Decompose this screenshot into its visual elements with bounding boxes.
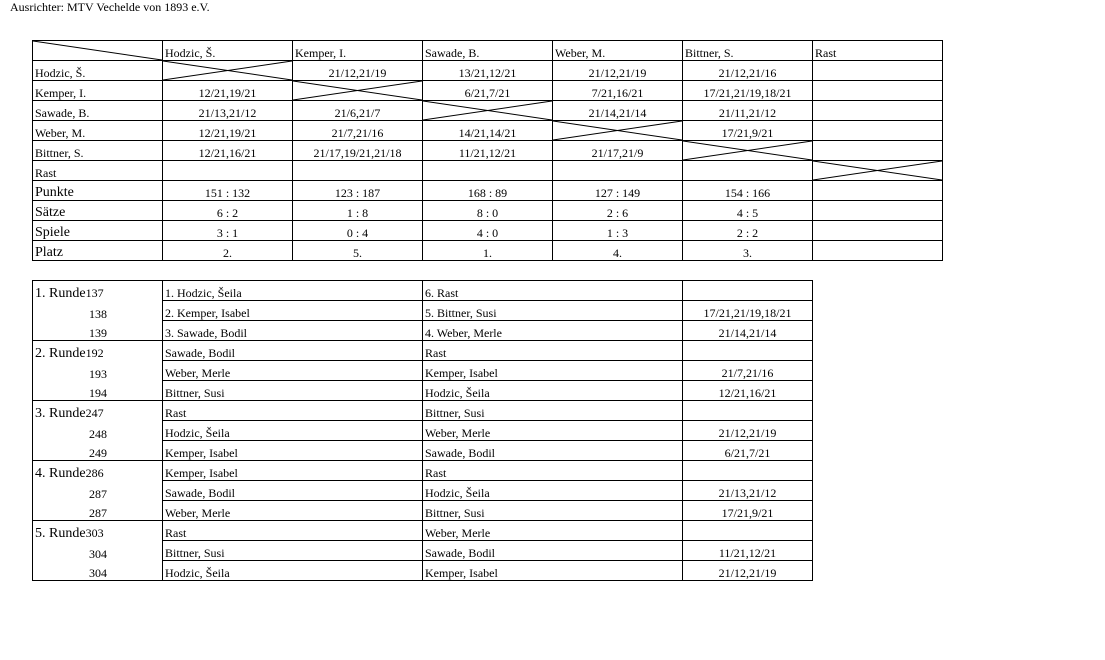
corner-diagonal <box>33 41 162 60</box>
home-player: Kemper, Isabel <box>163 441 423 461</box>
grid-result-cell: 12/21,19/21 <box>163 81 293 101</box>
round-label: 1. Runde <box>35 285 86 301</box>
home-player: Weber, Merle <box>163 501 423 521</box>
round-cell <box>33 361 163 381</box>
grid-stat-value: 0 : 4 <box>293 221 423 241</box>
match-number: 249 <box>89 446 107 460</box>
round-cell <box>33 341 163 361</box>
match-result <box>683 341 813 361</box>
grid-result-cell: 14/21,14/21 <box>423 121 553 141</box>
schedule-row <box>33 461 813 481</box>
grid-row-label: Kemper, I. <box>33 81 163 101</box>
diagonal-cross <box>683 141 812 160</box>
schedule-row <box>33 481 813 501</box>
home-player: Rast <box>163 401 423 421</box>
grid-result-cell <box>813 121 943 141</box>
grid-result-cell <box>423 161 553 181</box>
grid-stat-label: Platz <box>33 241 163 261</box>
away-player: Weber, Merle <box>423 521 683 541</box>
grid-stat-value: 8 : 0 <box>423 201 553 221</box>
away-player: Weber, Merle <box>423 421 683 441</box>
diagonal-cross <box>423 101 552 120</box>
round-cell <box>33 501 163 521</box>
away-player: Rast <box>423 341 683 361</box>
grid-self-cell <box>423 101 553 121</box>
grid-result-cell <box>813 141 943 161</box>
match-number: 304 <box>89 546 107 561</box>
match-number: 139 <box>89 326 107 340</box>
organizer-label: Ausrichter: MTV Vechelde von 1893 e.V. <box>10 0 210 14</box>
grid-stat-label: Spiele <box>33 221 163 241</box>
grid-result-cell <box>813 61 943 81</box>
grid-corner <box>33 41 163 61</box>
home-player: 3. Sawade, Bodil <box>163 321 423 341</box>
grid-self-cell <box>163 61 293 81</box>
grid-result-cell <box>813 101 943 121</box>
away-player: Sawade, Bodil <box>423 541 683 561</box>
grid-row-label: Bittner, S. <box>33 141 163 161</box>
round-label: 2. Runde <box>35 345 86 361</box>
grid-self-cell <box>293 81 423 101</box>
grid-column-header: Bittner, S. <box>683 41 813 61</box>
grid-stat-value: 6 : 2 <box>163 201 293 221</box>
match-number: 303 <box>85 525 104 540</box>
grid-stat-value: 123 : 187 <box>293 181 423 201</box>
grid-stat-value <box>813 221 943 241</box>
away-player: Hodzic, Šeila <box>423 381 683 401</box>
match-number: 193 <box>89 366 107 381</box>
schedule-row <box>33 541 813 561</box>
match-number: 304 <box>89 566 107 580</box>
away-player: Rast <box>423 461 683 481</box>
home-player: Rast <box>163 521 423 541</box>
away-player: 5. Bittner, Susi <box>423 301 683 321</box>
match-result: 21/13,21/12 <box>683 481 813 501</box>
grid-player-row <box>33 141 943 161</box>
grid-player-row <box>33 101 943 121</box>
away-player: Bittner, Susi <box>423 401 683 421</box>
grid-stat-row <box>33 201 943 221</box>
round-cell <box>33 421 163 441</box>
schedule-row <box>33 361 813 381</box>
round-label: 5. Runde <box>35 525 86 541</box>
grid-stat-value: 4 : 0 <box>423 221 553 241</box>
round-label: 4. Runde <box>35 465 86 481</box>
grid-header-row <box>33 41 943 61</box>
grid-result-cell: 13/21,12/21 <box>423 61 553 81</box>
grid-result-cell: 21/12,21/16 <box>683 61 813 81</box>
grid-result-cell: 6/21,7/21 <box>423 81 553 101</box>
home-player: 2. Kemper, Isabel <box>163 301 423 321</box>
away-player: Hodzic, Šeila <box>423 481 683 501</box>
grid-stat-value: 4 : 5 <box>683 201 813 221</box>
grid-stat-value: 127 : 149 <box>553 181 683 201</box>
grid-result-cell <box>683 161 813 181</box>
away-player: 6. Rast <box>423 281 683 301</box>
grid-result-cell: 21/12,21/19 <box>293 61 423 81</box>
grid-stat-label: Punkte <box>33 181 163 201</box>
home-player: Sawade, Bodil <box>163 481 423 501</box>
grid-stat-value <box>813 181 943 201</box>
grid-stat-value <box>813 241 943 261</box>
grid-column-header: Sawade, B. <box>423 41 553 61</box>
round-cell <box>33 461 163 481</box>
grid-row-label: Rast <box>33 161 163 181</box>
grid-stat-value: 154 : 166 <box>683 181 813 201</box>
round-cell <box>33 481 163 501</box>
home-player: Sawade, Bodil <box>163 341 423 361</box>
round-cell <box>33 401 163 421</box>
match-result: 12/21,16/21 <box>683 381 813 401</box>
match-result: 11/21,12/21 <box>683 541 813 561</box>
match-result: 17/21,21/19,18/21 <box>683 301 813 321</box>
grid-player-row <box>33 121 943 141</box>
schedule-row <box>33 341 813 361</box>
grid-player-row <box>33 61 943 81</box>
grid-self-cell <box>553 121 683 141</box>
grid-result-cell: 17/21,9/21 <box>683 121 813 141</box>
away-player: Sawade, Bodil <box>423 441 683 461</box>
results-grid <box>32 40 943 261</box>
grid-result-cell <box>553 161 683 181</box>
diagonal-cross <box>553 121 682 140</box>
match-result: 21/12,21/19 <box>683 561 813 581</box>
grid-column-header: Weber, M. <box>553 41 683 61</box>
match-result <box>683 521 813 541</box>
grid-stat-value: 2. <box>163 241 293 261</box>
away-player: Kemper, Isabel <box>423 361 683 381</box>
away-player: Kemper, Isabel <box>423 561 683 581</box>
schedule-row <box>33 401 813 421</box>
schedule-row <box>33 381 813 401</box>
home-player: Hodzic, Šeila <box>163 561 423 581</box>
grid-player-row <box>33 161 943 181</box>
home-player: 1. Hodzic, Šeila <box>163 281 423 301</box>
grid-result-cell: 21/14,21/14 <box>553 101 683 121</box>
away-player: Bittner, Susi <box>423 501 683 521</box>
grid-result-cell: 21/6,21/7 <box>293 101 423 121</box>
match-number: 194 <box>89 386 107 400</box>
grid-result-cell: 21/7,21/16 <box>293 121 423 141</box>
grid-row-label: Hodzic, Š. <box>33 61 163 81</box>
match-result: 21/7,21/16 <box>683 361 813 381</box>
match-number: 248 <box>89 426 107 441</box>
grid-stat-value: 1. <box>423 241 553 261</box>
match-result: 6/21,7/21 <box>683 441 813 461</box>
grid-result-cell: 21/13,21/12 <box>163 101 293 121</box>
grid-stat-value: 3 : 1 <box>163 221 293 241</box>
schedule-row <box>33 521 813 541</box>
schedule-row <box>33 301 813 321</box>
grid-row-label: Sawade, B. <box>33 101 163 121</box>
grid-row-label: Weber, M. <box>33 121 163 141</box>
match-number: 287 <box>89 486 107 501</box>
grid-result-cell: 21/17,19/21,21/18 <box>293 141 423 161</box>
grid-stat-value: 168 : 89 <box>423 181 553 201</box>
schedule-row <box>33 501 813 521</box>
away-player: 4. Weber, Merle <box>423 321 683 341</box>
match-result: 21/12,21/19 <box>683 421 813 441</box>
grid-stat-value: 151 : 132 <box>163 181 293 201</box>
grid-result-cell: 12/21,19/21 <box>163 121 293 141</box>
grid-stat-row <box>33 241 943 261</box>
home-player: Bittner, Susi <box>163 541 423 561</box>
grid-result-cell: 11/21,12/21 <box>423 141 553 161</box>
grid-stat-value: 2 : 2 <box>683 221 813 241</box>
grid-self-cell <box>683 141 813 161</box>
round-cell <box>33 561 163 581</box>
match-number: 192 <box>85 345 104 360</box>
diagonal-cross <box>813 161 942 180</box>
grid-player-row <box>33 81 943 101</box>
round-cell <box>33 381 163 401</box>
round-cell <box>33 321 163 341</box>
match-number: 247 <box>85 405 104 420</box>
round-label: 3. Runde <box>35 405 86 421</box>
home-player: Weber, Merle <box>163 361 423 381</box>
grid-stat-row <box>33 181 943 201</box>
schedule-row <box>33 561 813 581</box>
match-result <box>683 281 813 301</box>
round-cell <box>33 441 163 461</box>
grid-stat-label: Sätze <box>33 201 163 221</box>
grid-result-cell <box>293 161 423 181</box>
grid-stat-value: 1 : 8 <box>293 201 423 221</box>
match-number: 287 <box>89 506 107 520</box>
schedule-row <box>33 441 813 461</box>
grid-stat-value <box>813 201 943 221</box>
match-number: 138 <box>89 306 107 321</box>
grid-result-cell: 21/12,21/19 <box>553 61 683 81</box>
home-player: Kemper, Isabel <box>163 461 423 481</box>
grid-column-header: Rast <box>813 41 943 61</box>
grid-stat-value: 1 : 3 <box>553 221 683 241</box>
schedule-row <box>33 281 813 301</box>
diagonal-cross <box>163 61 292 80</box>
grid-stat-value: 3. <box>683 241 813 261</box>
grid-result-cell <box>813 81 943 101</box>
grid-self-cell <box>813 161 943 181</box>
grid-result-cell: 21/17,21/9 <box>553 141 683 161</box>
match-result <box>683 461 813 481</box>
match-result: 21/14,21/14 <box>683 321 813 341</box>
schedule-row <box>33 321 813 341</box>
grid-result-cell <box>163 161 293 181</box>
grid-column-header: Kemper, I. <box>293 41 423 61</box>
grid-stat-row <box>33 221 943 241</box>
home-player: Bittner, Susi <box>163 381 423 401</box>
round-cell <box>33 521 163 541</box>
round-cell <box>33 281 163 301</box>
home-player: Hodzic, Šeila <box>163 421 423 441</box>
grid-stat-value: 4. <box>553 241 683 261</box>
round-cell <box>33 301 163 321</box>
grid-stat-value: 5. <box>293 241 423 261</box>
match-number: 286 <box>85 465 104 480</box>
grid-stat-value: 2 : 6 <box>553 201 683 221</box>
match-result <box>683 401 813 421</box>
match-number: 137 <box>85 285 104 300</box>
grid-result-cell: 7/21,16/21 <box>553 81 683 101</box>
diagonal-cross <box>293 81 422 100</box>
grid-column-header: Hodzic, Š. <box>163 41 293 61</box>
match-schedule <box>32 280 813 581</box>
schedule-row <box>33 421 813 441</box>
round-cell <box>33 541 163 561</box>
match-result: 17/21,9/21 <box>683 501 813 521</box>
grid-result-cell: 17/21,21/19,18/21 <box>683 81 813 101</box>
grid-result-cell: 21/11,21/12 <box>683 101 813 121</box>
grid-result-cell: 12/21,16/21 <box>163 141 293 161</box>
